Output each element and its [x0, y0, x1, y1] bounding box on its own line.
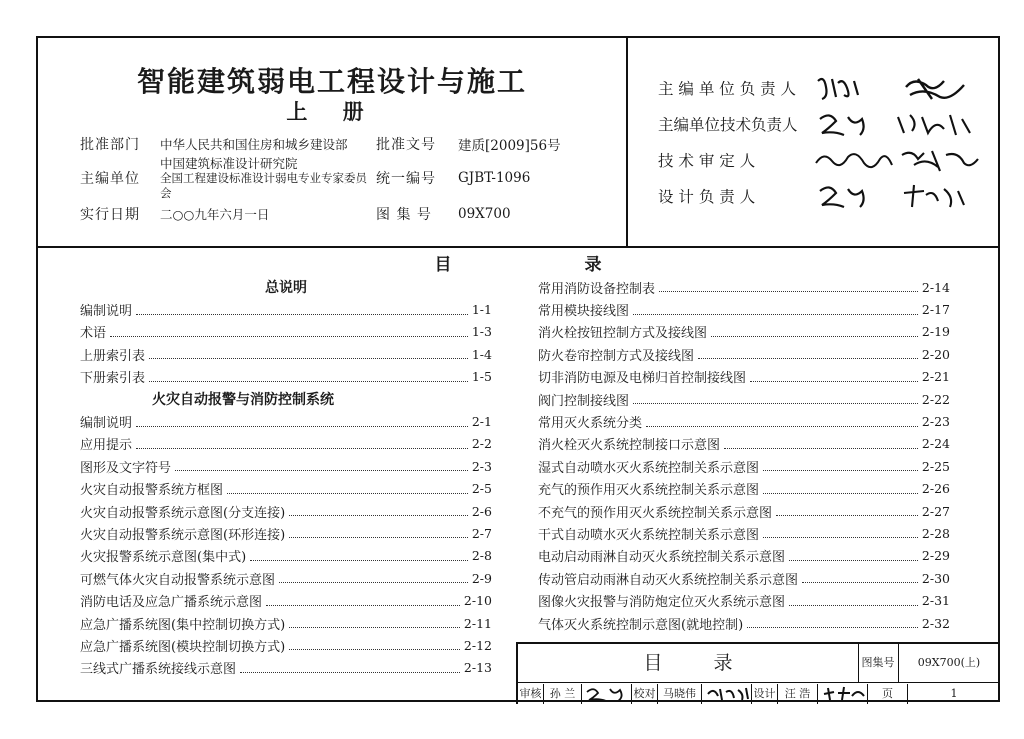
- toc-entry-page: 2-13: [463, 660, 492, 676]
- handwritten-signature: [584, 684, 630, 702]
- responsible-label: 设 计 负 责 人: [658, 188, 756, 206]
- toc-leader-dots: [136, 417, 468, 427]
- toc-entry[interactable]: [538, 298, 950, 320]
- toc-entry-title: 不充气的预作用灭火系统控制关系示意图: [538, 505, 773, 521]
- toc-entry-title: 充气的预作用灭火系统控制关系示意图: [538, 483, 760, 499]
- handwritten-signature: [814, 109, 984, 139]
- toc-leader-dots: [776, 506, 918, 516]
- toc-entry-page: 2-32: [921, 615, 950, 631]
- volume-label: 上 册: [286, 100, 378, 124]
- toc-leader-dots: [763, 484, 918, 494]
- title-block-name-right: 录: [713, 652, 733, 674]
- toc-leader-dots: [175, 461, 468, 471]
- toc-entry-title: 电动启动雨淋自动灭火系统控制关系示意图: [538, 550, 786, 566]
- toc-entry-title: 气体灭火系统控制示意图(就地控制): [538, 617, 744, 633]
- toc-entry-page: 2-17: [921, 302, 950, 318]
- toc-entry-title: 消火栓灭火系统控制接口示意图: [538, 438, 721, 454]
- toc-heading-right: 录: [584, 255, 602, 275]
- atlas-value: 09X700(上): [917, 656, 981, 669]
- toc-entry-title: 三线式广播系统接线示意图: [80, 662, 237, 678]
- reviewer-name: 孙 兰: [544, 684, 582, 704]
- toc-entry-title: 常用灭火系统分类: [538, 416, 643, 432]
- header-info-panel: [38, 38, 628, 246]
- toc-entry[interactable]: [538, 522, 950, 544]
- toc-leader-dots: [750, 372, 918, 382]
- toc-leader-dots: [763, 528, 918, 538]
- responsible-row: [658, 108, 998, 140]
- toc-entry[interactable]: [538, 276, 950, 298]
- approval-doc-label: 批准文号: [376, 137, 436, 153]
- toc-leader-dots: [136, 305, 468, 315]
- toc-entry-page: 2-20: [921, 346, 950, 362]
- meta-row-approval: [80, 134, 620, 154]
- toc-section-heading: 火灾自动报警与消防控制系统: [152, 392, 334, 409]
- editor-unit-value: [160, 156, 376, 201]
- toc-entry-page: 2-30: [921, 570, 950, 586]
- title-block-signoff: [518, 684, 1000, 704]
- toc-entry[interactable]: [80, 522, 492, 544]
- toc-entry-title: 消火栓按钮控制方式及接线图: [538, 326, 708, 342]
- toc-entry-title: 上册索引表: [80, 348, 146, 364]
- page-label: 页: [868, 684, 908, 704]
- check-label: 校对: [632, 684, 658, 704]
- editor-unit-line1: 中国建筑标准设计研究院: [160, 155, 298, 171]
- toc-entry[interactable]: [538, 478, 950, 500]
- effective-date-label: 实行日期: [80, 207, 140, 223]
- toc-left-column: [80, 276, 492, 679]
- toc-entry-page: 2-9: [471, 570, 492, 586]
- handwritten-signature: [704, 684, 750, 702]
- atlas-no-value: 09X700: [458, 206, 511, 222]
- toc-entry-title: 图像火灾报警与消防炮定位灭火系统示意图: [538, 595, 786, 611]
- checker-signature: [702, 684, 752, 704]
- toc-entry-page: 2-14: [921, 279, 950, 295]
- responsible-row: [658, 72, 998, 104]
- approval-dept-label: 批准部门: [80, 137, 140, 153]
- toc-leader-dots: [136, 439, 468, 449]
- toc-leader-dots: [763, 461, 918, 471]
- toc-entry-title: 应急广播系统图(模块控制切换方式): [80, 639, 286, 655]
- design-label: 设计: [752, 684, 778, 704]
- toc-leader-dots: [227, 484, 468, 494]
- toc-leader-dots: [711, 327, 918, 337]
- toc-entry-title: 火灾报警系统示意图(集中式): [80, 550, 247, 566]
- editor-unit-label: 主编单位: [80, 171, 140, 187]
- toc-entry-title: 编制说明: [80, 416, 133, 432]
- toc-entry[interactable]: [538, 388, 950, 410]
- toc-entry-page: 2-6: [471, 503, 492, 519]
- toc-leader-dots: [789, 596, 918, 606]
- toc-entry-title: 下册索引表: [80, 371, 146, 387]
- toc-leader-dots: [149, 349, 468, 359]
- handwritten-signature: [820, 684, 866, 702]
- toc-entry[interactable]: [80, 567, 492, 589]
- toc-entry-page: 2-27: [921, 503, 950, 519]
- toc-heading: [38, 250, 998, 275]
- toc-entry[interactable]: [80, 612, 492, 634]
- toc-entry[interactable]: [538, 455, 950, 477]
- toc-leader-dots: [802, 573, 918, 583]
- toc-entry[interactable]: [538, 612, 950, 634]
- unified-no-value: GJBT-1096: [458, 170, 531, 186]
- toc-entry-page: 2-10: [463, 593, 492, 609]
- toc-entry-page: 1-4: [471, 346, 492, 362]
- toc-entry-title: 应用提示: [80, 438, 133, 454]
- toc-entry-title: 常用消防设备控制表: [538, 281, 656, 297]
- toc-entry-page: 2-5: [471, 481, 492, 497]
- toc-heading-left: 目: [434, 255, 452, 275]
- toc-entry-page: 2-21: [921, 369, 950, 385]
- toc-entry-title: 消防电话及应急广播系统示意图: [80, 595, 263, 611]
- toc-section-heading: 总说明: [265, 280, 307, 297]
- toc-leader-dots: [289, 618, 460, 628]
- title-block: [516, 642, 1000, 704]
- toc-entry-page: 2-28: [921, 525, 950, 541]
- toc-leader-dots: [250, 551, 468, 561]
- toc-entry[interactable]: [538, 433, 950, 455]
- toc-leader-dots: [747, 618, 918, 628]
- toc-leader-dots: [698, 349, 918, 359]
- toc-entry-page: 2-8: [471, 548, 492, 564]
- review-label: 审核: [518, 684, 544, 704]
- toc-entry[interactable]: [80, 433, 492, 455]
- toc-entry[interactable]: [80, 298, 492, 320]
- approval-doc-value: 建质[2009]56号: [458, 138, 561, 154]
- toc-leader-dots: [240, 663, 460, 673]
- reviewer-signature: [582, 684, 632, 704]
- document-title: 智能建筑弱电工程设计与施工: [136, 65, 527, 98]
- toc-right-column: [538, 276, 950, 634]
- toc-entry-title: 常用模块接线图: [538, 304, 630, 320]
- toc-entry-title: 湿式自动喷水灭火系统控制关系示意图: [538, 460, 760, 476]
- toc-entry[interactable]: [538, 500, 950, 522]
- designer-signature: [818, 684, 868, 704]
- toc-entry[interactable]: [80, 321, 492, 343]
- toc-entry-page: 2-22: [921, 391, 950, 407]
- toc-entry-page: 1-1: [471, 302, 492, 318]
- toc-entry-page: 2-31: [921, 593, 950, 609]
- toc-leader-dots: [789, 551, 918, 561]
- toc-entry[interactable]: [80, 545, 492, 567]
- handwritten-signature: [814, 145, 984, 175]
- toc-leader-dots: [110, 327, 468, 337]
- toc-entry-title: 干式自动喷水灭火系统控制关系示意图: [538, 527, 760, 543]
- toc-entry-page: 1-5: [471, 369, 492, 385]
- toc-entry[interactable]: [80, 478, 492, 500]
- effective-date-value: 二○○九年六月一日: [160, 206, 270, 222]
- toc-entry[interactable]: [80, 366, 492, 388]
- drawing-sheet: [36, 36, 1000, 702]
- toc-leader-dots: [633, 305, 918, 315]
- toc-entry[interactable]: [538, 366, 950, 388]
- toc-entry[interactable]: [80, 589, 492, 611]
- toc-entry[interactable]: [80, 455, 492, 477]
- toc-entry[interactable]: [538, 545, 950, 567]
- toc-entry[interactable]: [80, 657, 492, 679]
- toc-leader-dots: [289, 506, 468, 516]
- responsible-label: 技 术 审 定 人: [658, 152, 756, 170]
- toc-entry-title: 火灾自动报警系统示意图(分支连接): [80, 505, 286, 521]
- atlas-label: 图集号: [858, 644, 899, 682]
- toc-entry-page: 2-3: [471, 458, 492, 474]
- toc-entry-title: 火灾自动报警系统方框图: [80, 483, 224, 499]
- toc-entry-page: 2-19: [921, 324, 950, 340]
- toc-entry-title: 阀门控制接线图: [538, 393, 630, 409]
- toc-entry-page: 2-23: [921, 414, 950, 430]
- responsible-persons-panel: [628, 38, 998, 246]
- toc-entry-title: 火灾自动报警系统示意图(环形连接): [80, 527, 286, 543]
- toc-entry-title: 切非消防电源及电梯归首控制接线图: [538, 371, 747, 387]
- responsible-label: 主 编 单 位 负 责 人: [658, 80, 797, 98]
- responsible-row: [658, 180, 998, 212]
- toc-entry-title: 编制说明: [80, 304, 133, 320]
- toc-entry-page: 2-12: [463, 637, 492, 653]
- toc-entry[interactable]: [80, 343, 492, 365]
- toc-leader-dots: [149, 372, 468, 382]
- unified-no-label: 统一编号: [376, 171, 436, 187]
- responsible-label: 主编单位技术负责人: [658, 116, 798, 134]
- toc-entry-title: 可燃气体火灾自动报警系统示意图: [80, 572, 276, 588]
- toc-entry-page: 2-1: [471, 414, 492, 430]
- toc-entry-page: 2-29: [921, 548, 950, 564]
- toc-entry-page: 2-26: [921, 481, 950, 497]
- title-block-name: [518, 644, 859, 682]
- meta-row-editor: [80, 155, 620, 200]
- toc-entry-title: 术语: [80, 326, 107, 342]
- toc-entry-page: 2-11: [463, 615, 492, 631]
- toc-entry[interactable]: [538, 589, 950, 611]
- toc-entry-page: 2-7: [471, 525, 492, 541]
- toc-leader-dots: [633, 394, 918, 404]
- toc-leader-dots: [724, 439, 918, 449]
- toc-leader-dots: [266, 596, 460, 606]
- toc-entry-title: 图形及文字符号: [80, 460, 172, 476]
- toc-leader-dots: [279, 573, 468, 583]
- toc-entry-page: 2-2: [471, 436, 492, 452]
- designer-name: 汪 浩: [778, 684, 818, 704]
- toc-entry[interactable]: [80, 500, 492, 522]
- toc-entry[interactable]: [538, 410, 950, 432]
- toc-leader-dots: [659, 282, 918, 292]
- toc-entry[interactable]: [80, 634, 492, 656]
- toc-leader-dots: [289, 640, 460, 650]
- atlas-no-label: 图 集 号: [376, 207, 432, 223]
- meta-row-effective: [80, 204, 620, 224]
- editor-unit-line2: 全国工程建设标准设计弱电专业专家委员会: [160, 170, 367, 200]
- handwritten-signature: [814, 73, 984, 103]
- checker-name: 马晓伟: [658, 684, 702, 704]
- title-block-top: [518, 644, 1000, 683]
- toc-entry-page: 1-3: [471, 324, 492, 340]
- toc-entry-page: 2-25: [921, 458, 950, 474]
- toc-entry-title: 防火卷帘控制方式及接线图: [538, 348, 695, 364]
- responsible-row: [658, 144, 998, 176]
- approval-dept-value: 中华人民共和国住房和城乡建设部: [160, 136, 348, 152]
- toc-leader-dots: [289, 528, 468, 538]
- toc-entry-title: 传动管启动雨淋自动灭火系统控制关系示意图: [538, 572, 799, 588]
- page-value: 1: [950, 686, 958, 700]
- toc-entry[interactable]: [538, 321, 950, 343]
- title-block-name-left: 目: [643, 652, 663, 674]
- toc-leader-dots: [646, 417, 918, 427]
- toc-entry[interactable]: [538, 567, 950, 589]
- cover-header: [38, 38, 998, 248]
- toc-entry[interactable]: [538, 343, 950, 365]
- toc-entry[interactable]: [80, 410, 492, 432]
- handwritten-signature: [814, 181, 984, 211]
- toc-entry-title: 应急广播系统图(集中控制切换方式): [80, 617, 286, 633]
- toc-entry-page: 2-24: [921, 436, 950, 452]
